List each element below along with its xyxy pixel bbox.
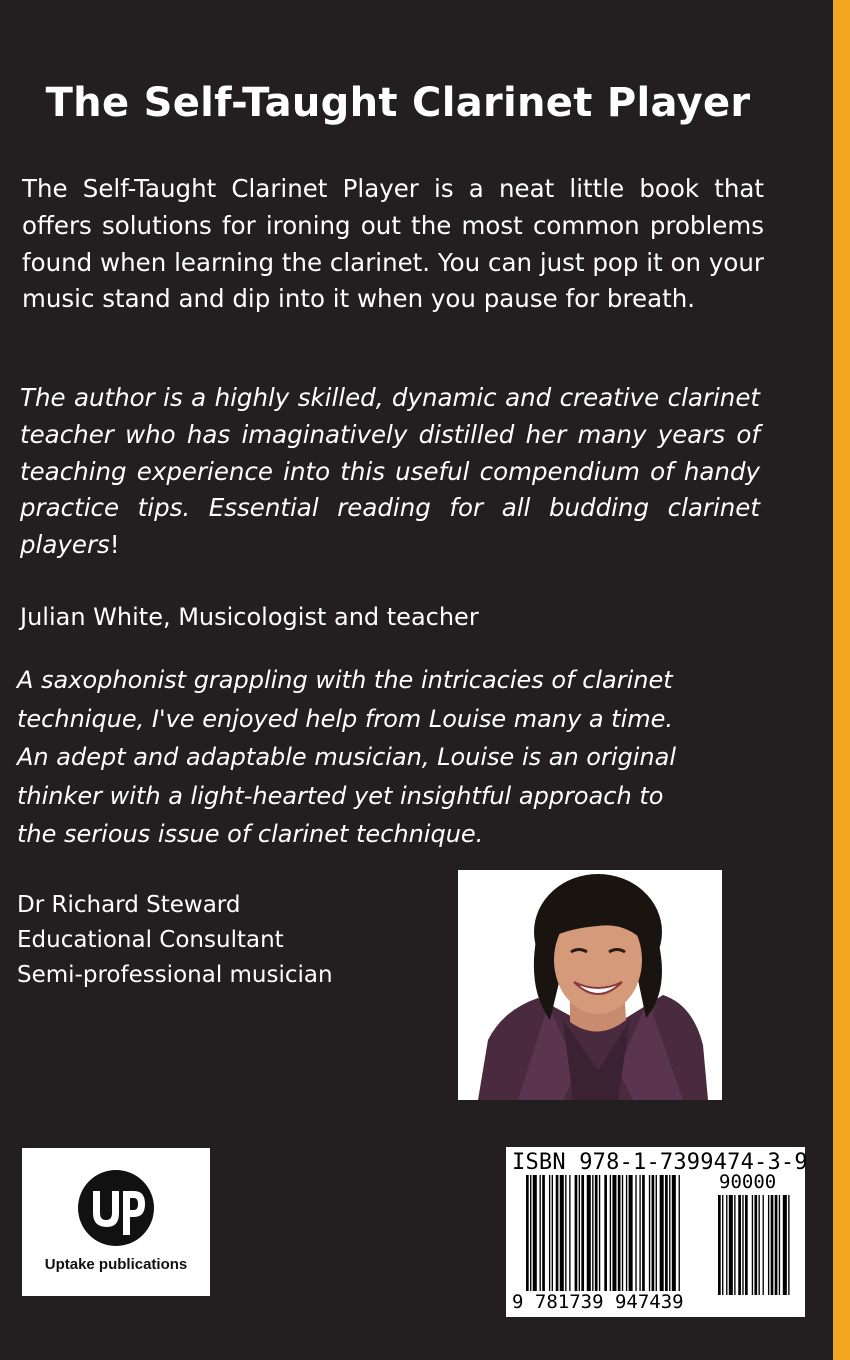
barcode-bar (587, 1175, 591, 1291)
barcode-addon-bar (768, 1195, 769, 1295)
barcode-bar (530, 1175, 531, 1305)
barcode-bar (549, 1175, 550, 1291)
publisher-name: Uptake publications (44, 1256, 188, 1273)
barcode-addon-bar (771, 1195, 774, 1295)
review-quote-2-line: An adept and adaptable musician, Louise is an original (17, 743, 677, 771)
barcode-bar (526, 1175, 529, 1305)
review-quote-1-end: ! (109, 530, 120, 560)
barcode-bar (656, 1175, 657, 1291)
isbn-label: ISBN 978-1-7399474-3-9 (512, 1150, 808, 1175)
barcode-bar (639, 1175, 640, 1291)
barcode-bar (642, 1175, 645, 1291)
review-attribution-2 (17, 888, 437, 993)
barcode-addon-bar (738, 1195, 741, 1295)
barcode-addon-bar (718, 1195, 721, 1295)
barcode-bar (626, 1175, 627, 1291)
barcode-bar (581, 1175, 584, 1291)
spine-accent-strip (833, 0, 850, 1360)
review-quote-2-line: thinker with a light-hearted yet insightful approach to (17, 781, 664, 810)
barcode-bar (533, 1175, 537, 1291)
barcode-bar (622, 1175, 623, 1291)
barcode-bar (579, 1175, 580, 1291)
barcode-bar (672, 1175, 676, 1291)
barcode-addon-bar (763, 1195, 764, 1295)
barcode-bar (604, 1175, 607, 1305)
barcode-bar (552, 1175, 553, 1291)
barcode-bar (635, 1175, 636, 1291)
barcode-bar (599, 1175, 600, 1291)
barcode-addon-bar (754, 1195, 757, 1295)
barcode-bar (649, 1175, 650, 1291)
book-title: The Self-Taught Clarinet Player (45, 80, 751, 126)
barcode-bar (679, 1175, 680, 1305)
isbn-barcode (506, 1147, 808, 1317)
barcode-bar (618, 1175, 621, 1291)
barcode-ean-digits: 9 781739 947439 (512, 1291, 684, 1313)
barcode-bar (610, 1175, 611, 1291)
author-portrait-illustration (458, 870, 722, 1100)
barcode-addon-bar (788, 1195, 789, 1295)
barcode-bar (542, 1175, 545, 1291)
barcode-bar (669, 1175, 670, 1291)
barcode-addon-bar (742, 1195, 743, 1295)
barcode-bar (629, 1175, 633, 1291)
barcode-bar (595, 1175, 598, 1291)
barcode-addon-bar (722, 1195, 723, 1295)
review-quote-1 (20, 380, 760, 564)
author-photo (458, 870, 722, 1100)
barcode-bar (556, 1175, 559, 1291)
barcode-bar (665, 1175, 668, 1291)
barcode-bar (565, 1175, 566, 1291)
review-quote-2-line: the serious issue of clarinet technique. (17, 820, 484, 848)
review-quote-2-line: A saxophonist grappling with the intricacies of clarinet (17, 666, 673, 694)
review-quote-2-line: technique, I've enjoyed help from Louise many a time. (17, 704, 674, 733)
barcode-addon-bar (783, 1195, 787, 1295)
barcode-addon-bar (729, 1195, 733, 1295)
barcode-bar (660, 1175, 664, 1291)
barcode-bar (612, 1175, 616, 1291)
barcode-addon-bar (779, 1195, 780, 1295)
barcode-addon-bar (759, 1195, 760, 1295)
barcode-addon-bar (745, 1195, 748, 1295)
barcode-bar (575, 1175, 578, 1291)
reviewer-name: Dr Richard Steward (17, 892, 241, 918)
review-quote-1-text: The author is a highly skilled, dynamic and creative clarinet teacher who has imaginatively distilled her many years of teaching experience into this useful compendium of handy practice tips. Essential reading for all budding clarinet players (20, 383, 760, 560)
review-quote-2 (17, 661, 757, 854)
barcode-addon-bar (726, 1195, 727, 1295)
barcode-addon-digits: 90000 (719, 1171, 777, 1193)
barcode-addon-bar (752, 1195, 753, 1295)
publisher-logo-box (22, 1148, 210, 1296)
publisher-logo-icon (77, 1169, 155, 1247)
barcode-bar (652, 1175, 655, 1291)
barcode-bar (569, 1175, 570, 1291)
barcode-bar (592, 1175, 593, 1291)
reviewer-role: Semi-professional musician (17, 962, 333, 988)
book-blurb: The Self-Taught Clarinet Player is a neat little book that offers solutions for ironing out the most common problems found when learning the clarinet. You can just pop it on your music stand and dip into it when you pause for breath. (22, 174, 764, 314)
barcode-addon-bar (775, 1195, 778, 1295)
barcode-bar (560, 1175, 564, 1291)
barcode-bar (540, 1175, 541, 1291)
review-attribution-1: Julian White, Musicologist and teacher (20, 603, 479, 631)
reviewer-role: Educational Consultant (17, 927, 284, 953)
barcode-addon-bar (734, 1195, 735, 1295)
